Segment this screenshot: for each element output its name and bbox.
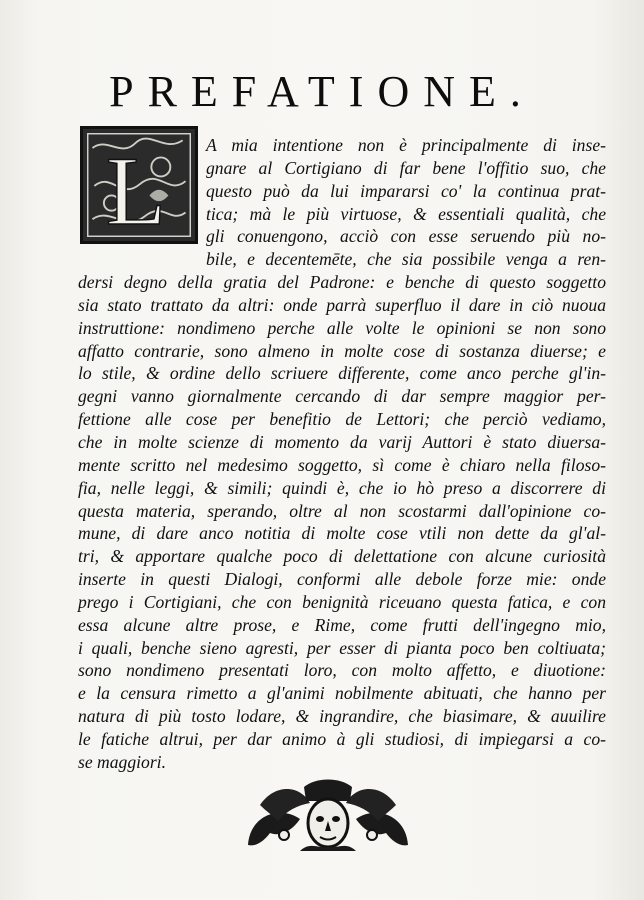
text-line: inserte in questi Dialogi, conformi alle debole forze mie: onde: [78, 569, 606, 590]
text-line: prego i Cortigiani, che con benignità riceuano questa fatica, e con: [78, 591, 606, 612]
page-title: PREFATIONE.: [109, 67, 535, 116]
text-line: se maggiori.: [78, 751, 166, 772]
text-line: i quali, benche sieno agresti, per esser di pianta poco ben coltiuata;: [78, 637, 606, 658]
text-line: dersi degno della gratia del Padrone: e benche di questo soggetto: [78, 272, 606, 293]
text-line: questo può da lui impararsi co' la continua prat-: [206, 180, 606, 201]
text-line: sono nondimeno presentati loro, con molto affetto, e diuotione:: [78, 660, 606, 681]
text-line: le fatiche altrui, per dar animo à gli studiosi, di impiegarsi a co-: [78, 728, 606, 749]
text-line: e la censura rimetto a gl'animi nobilmente abituati, che hanno per: [78, 683, 606, 704]
text-line: fettione alle cose per benefitio de Lettori; che perciò vediamo,: [78, 409, 606, 430]
text-line: natura di più tosto lodare, & ingrandire, che biasimare, & auuilire: [78, 706, 606, 727]
text-line: gli conuengono, acciò con esse seruendo più no-: [206, 226, 606, 247]
preface-text: [78, 134, 606, 774]
text-line: A mia intentione non è principalmente di inse-: [206, 135, 606, 155]
text-line: lo stile, & ordine dello scriuere differente, come anco perche gl'in-: [78, 363, 606, 384]
text-line: sia stato trattato da altri: onde parrà superfluo il dare in ciò nuoua: [78, 294, 606, 315]
mask-ornament-icon: [240, 775, 416, 857]
text-line: tri, & apportare qualche poco di delettatione con alcune curiosità: [78, 546, 606, 567]
text-line: mente scritto nel medesimo soggetto, sì come è chiaro nella filoso-: [78, 454, 606, 475]
text-line: gnare al Cortigiano di far bene l'offitio suo, che: [206, 157, 606, 178]
text-line: essa alcune altre prose, e Rime, come frutti dell'ingegno mio,: [78, 614, 606, 635]
text-line: che in molte scienze di momento da varij Auttori è stato diuersa-: [78, 431, 606, 452]
text-line: gegni vanno giornalmente cercando di dar sempre maggior per-: [78, 386, 606, 407]
initial-letter: L: [105, 136, 167, 241]
text-line: affatto contrarie, sono almeno in molte cose di sostanza diuerse; e: [78, 340, 606, 361]
text-line: tica; mà le più virtuose, & essentiali qualità, che: [206, 203, 606, 224]
ornamental-fleuron: [240, 775, 416, 857]
text-line: instruttione: nondimeno perche alle volte le opinioni se non sono: [78, 317, 606, 338]
text-line: questa materia, sperando, oltre al non scostarmi dall'opinione co-: [78, 500, 606, 521]
text-line: fia, nelle leggi, & simili; quindi è, che io hò preso a discorrere di: [78, 477, 606, 498]
text-line: mune, di dare anco notitia di molte cose vtili non dette da gl'al-: [78, 523, 606, 544]
text-line: bile, e decentemēte, che sia possibile venga a ren-: [206, 249, 606, 270]
